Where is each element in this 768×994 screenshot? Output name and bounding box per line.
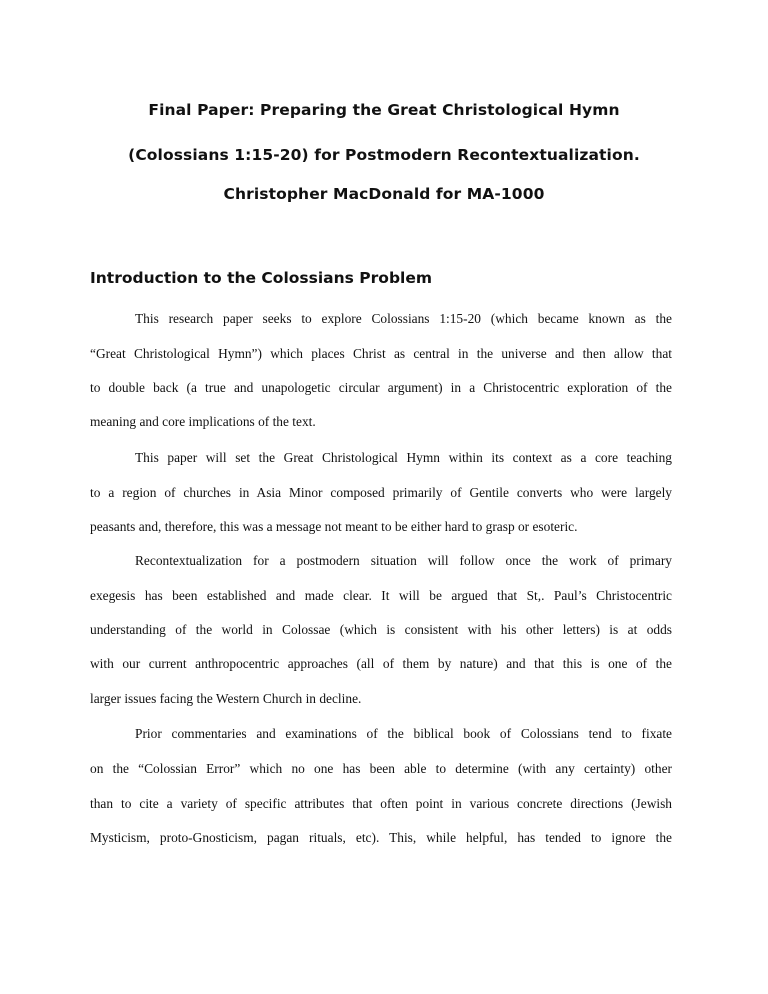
paper-author-line: Christopher MacDonald for MA-1000 bbox=[223, 185, 545, 203]
paragraph-1-line-3: to double back (a true and unapologetic circular argument) in a Christocentric exploration of the bbox=[90, 380, 672, 395]
paragraph-4-line-3: than to cite a variety of specific attributes that often point in various concrete directions (Jewish bbox=[90, 796, 672, 811]
paragraph-2-line-1: This paper will set the Great Christological Hymn within its context as a core teaching bbox=[135, 450, 672, 465]
paragraph-4-line-1: Prior commentaries and examinations of the biblical book of Colossians tend to fixate bbox=[135, 726, 672, 741]
paragraph-4-line-4: Mysticism, proto-Gnosticism, pagan rituals, etc). This, while helpful, has tended to ignore the bbox=[90, 830, 672, 845]
paragraph-3-line-4: with our current anthropocentric approaches (all of them by nature) and that this is one of the bbox=[90, 656, 672, 671]
paragraph-1-line-1: This research paper seeks to explore Colossians 1:15-20 (which became known as the bbox=[135, 311, 672, 326]
paper-title-line-1: Final Paper: Preparing the Great Christological Hymn bbox=[148, 101, 620, 119]
paragraph-1-line-4: meaning and core implications of the text. bbox=[90, 414, 316, 429]
paragraph-3-line-2: exegesis has been established and made clear. It will be argued that St,. Paul’s Christocentric bbox=[90, 588, 672, 603]
paragraph-2-line-3: peasants and, therefore, this was a message not meant to be either hard to grasp or esoteric. bbox=[90, 519, 578, 534]
paragraph-3-line-5: larger issues facing the Western Church in decline. bbox=[90, 691, 362, 706]
paragraph-2-line-2: to a region of churches in Asia Minor composed primarily of Gentile converts who were largely bbox=[90, 485, 672, 500]
paragraph-1-line-2: “Great Christological Hymn”) which places Christ as central in the universe and then allow that bbox=[90, 346, 672, 361]
paragraph-4-line-2: on the “Colossian Error” which no one has been able to determine (with any certainty) other bbox=[90, 761, 672, 776]
section-heading: Introduction to the Colossians Problem bbox=[90, 269, 433, 287]
paragraph-3-line-3: understanding of the world in Colossae (which is consistent with his other letters) is at odds bbox=[90, 622, 672, 637]
paragraph-3-line-1: Recontextualization for a postmodern situation will follow once the work of primary bbox=[135, 553, 672, 568]
paper-title-line-2: (Colossians 1:15-20) for Postmodern Recontextualization. bbox=[128, 146, 640, 164]
